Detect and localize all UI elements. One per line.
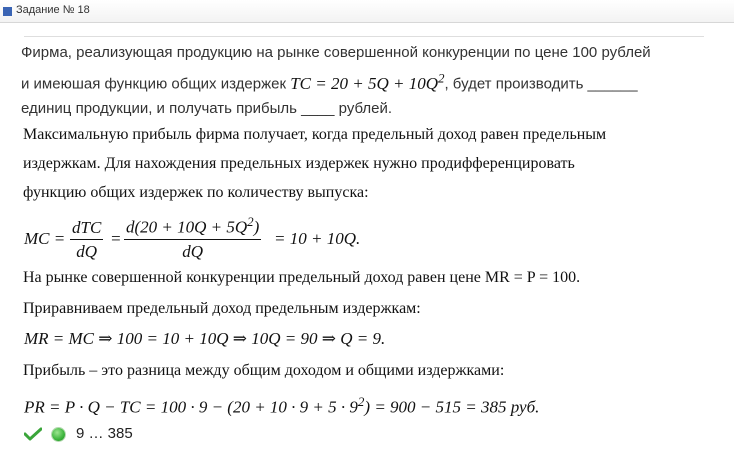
question-line-2-end: , будет производить ______	[444, 75, 638, 93]
task-title: Задание № 18	[16, 4, 90, 16]
mc-lhs: MC =	[24, 229, 66, 248]
answer-text: 9 … 385	[76, 425, 133, 442]
solution-paragraph-6: Прибыль – это разница между общим доходом и общими издержками:	[23, 362, 505, 379]
task-square-icon	[3, 7, 12, 16]
divider	[24, 36, 704, 37]
equilibrium-equation: MR = MC ⇒ 100 = 10 + 10Q ⇒ 10Q = 90 ⇒ Q = 9.	[24, 329, 386, 348]
equals-sign: =	[110, 229, 122, 248]
radio-selected-icon[interactable]	[52, 428, 65, 441]
question-line-1: Фирма, реализующая продукцию на рынке совершенной конкуренции по цене 100 рублей	[21, 44, 651, 61]
mc-rhs: = 10 + 10Q.	[274, 229, 361, 248]
check-icon	[24, 427, 42, 441]
question-line-2-start: и имеюшая функцию общих издержек	[21, 75, 287, 93]
tc-formula: TC = $20 + 5Q + 10Q^2$	[290, 70, 445, 93]
solution-paragraph-4: На рынке совершенной конкуренции предельный доход равен цене MR = P = 100.	[23, 269, 581, 286]
derivative-fraction: $\frac{d(20 + 10Q + 5Q^2)}{dQ}$	[126, 214, 260, 261]
solution-paragraph-2: издержкам. Для нахождения предельных издержек нужно продифференцировать	[23, 155, 575, 172]
question-line-2	[21, 70, 638, 94]
solution-paragraph-5: Приравниваем предельный доход предельным издержкам:	[23, 300, 421, 317]
solution-paragraph-1: Максимальную прибыль фирма получает, когда предельный доход равен предельным	[23, 126, 607, 143]
profit-equation: PR = P · Q − TC = $100 \cdot 9 - (20 + 10 \cdot 9 + 5 \cdot 9^2) = 900 - 515 = 385$ руб.	[24, 394, 540, 417]
task-header	[0, 0, 734, 23]
question-line-3: единиц продукции, и получать прибыль ____ рублей.	[21, 100, 393, 117]
dtc-dq-fraction: dTC dQ	[72, 218, 102, 261]
solution-paragraph-3: функцию общих издержек по количеству выпуска:	[23, 184, 369, 201]
